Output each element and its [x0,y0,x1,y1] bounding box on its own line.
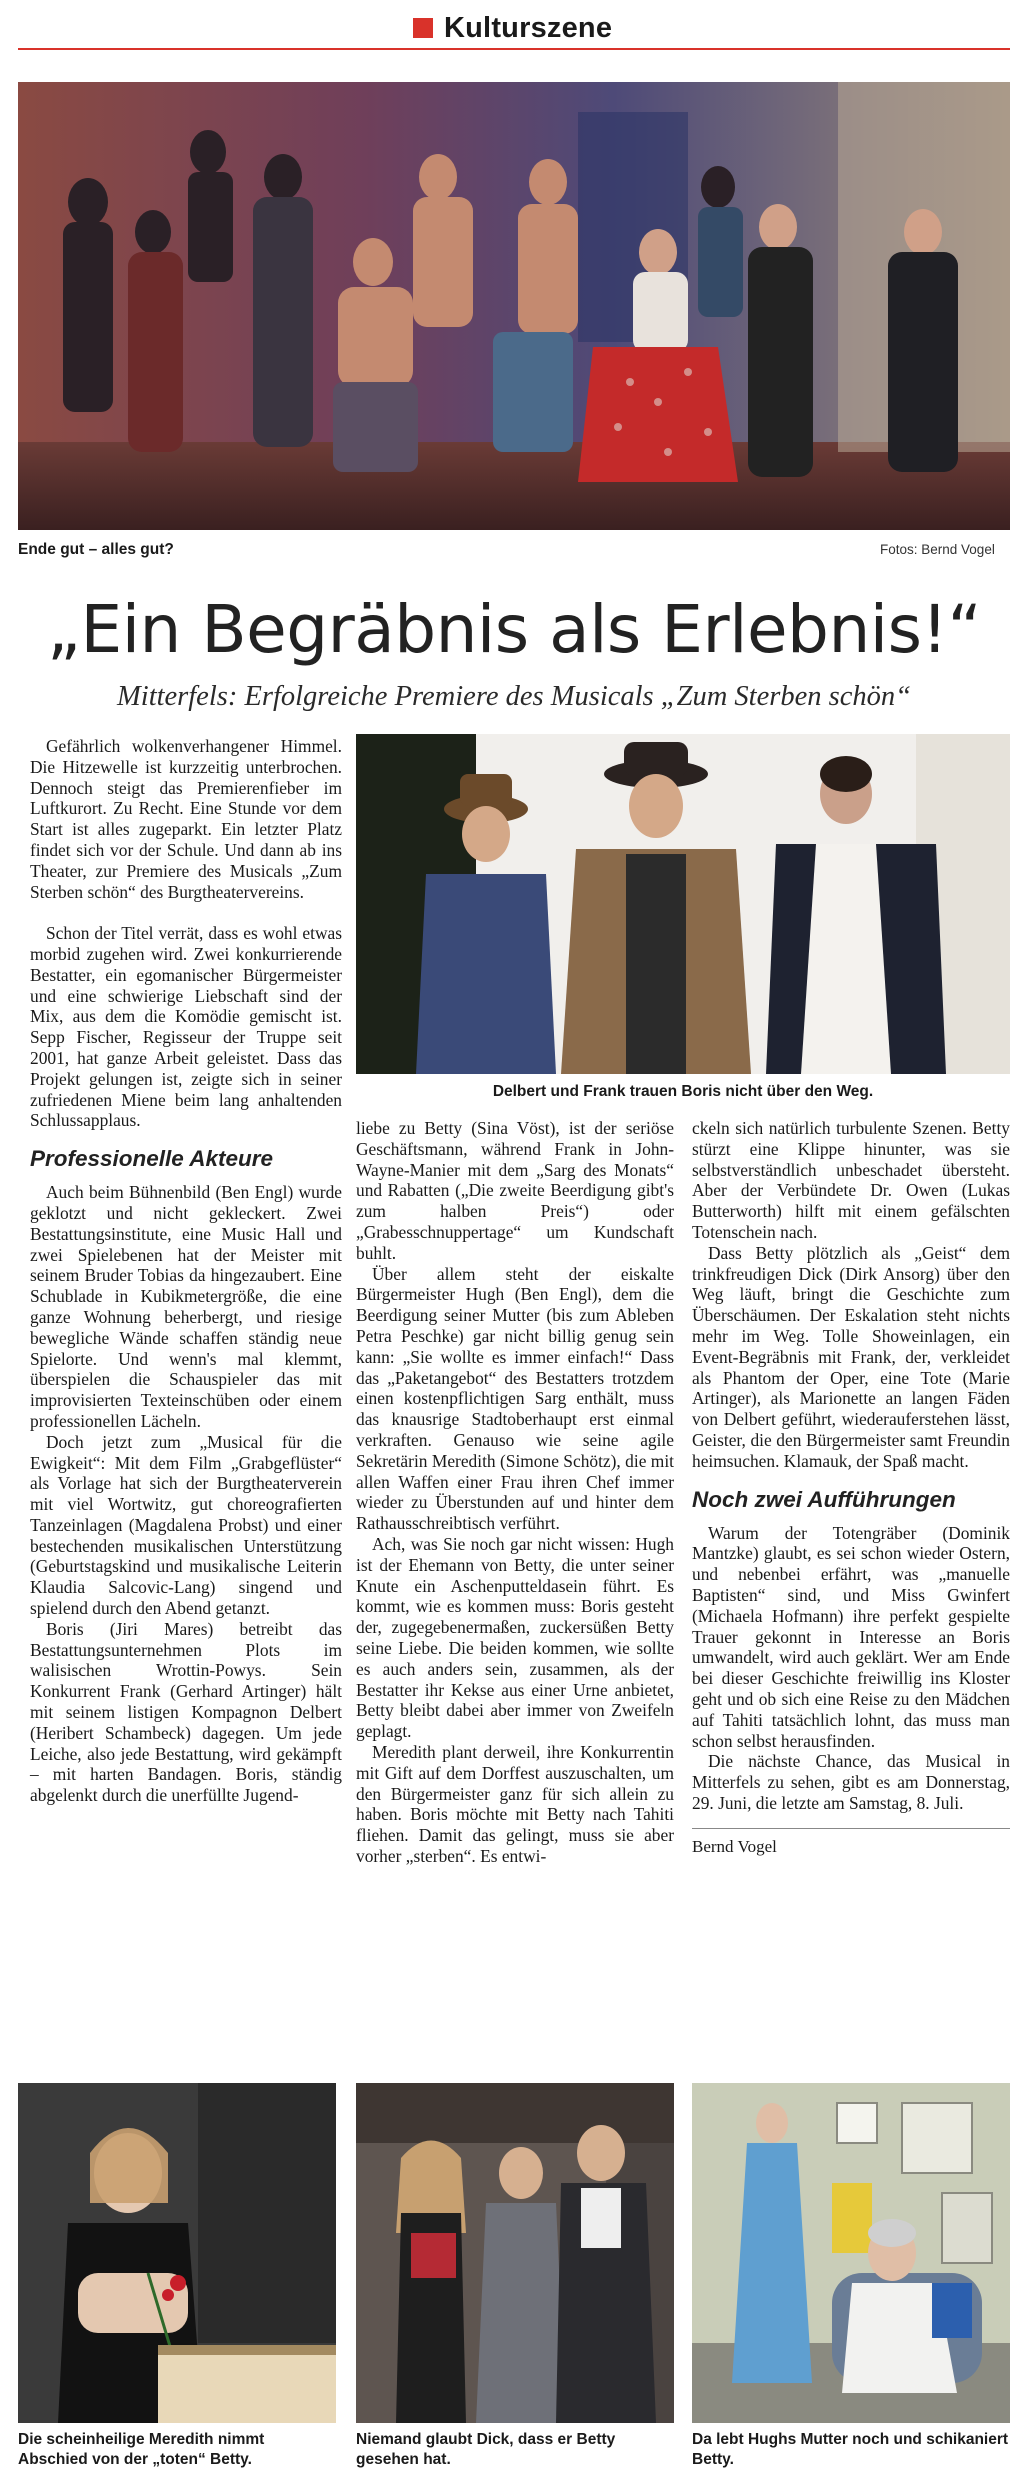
photo-dick-caption: Niemand glaubt Dick, dass er Betty gesehen hat. [356,2431,616,2468]
rubric-marker [413,18,433,38]
photo-meredith-image [18,2083,336,2423]
paragraph: Auch beim Bühnenbild (Ben Engl) wurde geklotzt und nicht gekleckert. Zwei Bestattungsinstitute, eine Music Hall und zwei Spielebenen hat der Meister mit seinem Bruder Tobias da hingezaubert. Eine Schublade in Kubikmetergröße, die eine ganze Wohnung beherbergt, und riesige bewegliche Wände schaffen ständig neue Spielorte. Und wenn's mal klemmt, überspielen die Schauspieler das mit improvisierten Texteinschüben oder einem professionellen Lächeln. [30,1182,342,1431]
paragraph: Dass Betty plötzlich als „Geist“ dem trinkfreudigen Dick (Dirk Ansorg) über den Weg läuft, bringt die Geschichte zum Überschäumen. Der Eskalation steht nichts mehr im Weg. Tolle Showeinlagen, ein Event-Begräbnis mit Frank, der, verkleidet als Phantom der Oper, eine Tote (Marie Artinger), als Marionette an langen Fäden von Delbert geführt, wiederauferstehen lässt, Geister, die den Bürgermeister samt Freundin heimsuchen. Klamauk, der Spaß macht. [692,1242,1010,1471]
photo-hughs-mother-caption: Da lebt Hughs Mutter noch und schikaniert Betty. [692,2431,1009,2468]
photo-meredith [18,2083,336,2423]
subheading: Professionelle Akteure [30,1146,274,1172]
paragraph: Über allem steht der eiskalte Bürgermeister Hugh (Ben Engl), dem die Beerdigung seiner Mutter (bis zum Ableben Petra Peschke) gar nicht billig genug sein kann: „Sie wollte es immer einfach!“ Dass das „Paketangebot“ des Bestatters trotzdem einen kostenpflichtigen Sarg enthält, muss das knausrige Stadtoberhaupt erst einmal verkraften. Genauso wie seine agile Sekretärin Meredith (Simone Schötz), die mit allen Waffen einer Frau ihren Chef immer wieder zu Überstunden auf und hinter dem Rathausschreibtisch verführt. [356,1263,674,1534]
article-subline: Mitterfels: Erfolgreiche Premiere des Musicals „Zum Sterben schön“ [117,681,911,712]
photo-dick [356,2083,674,2423]
subheading: Noch zwei Aufführungen [692,1486,956,1512]
article-column-2 [356,1118,674,1867]
header-rule [18,48,1010,50]
photo-ensemble-caption: Ende gut – alles gut? [18,541,174,558]
section-header [0,0,1028,56]
paragraph: Gefährlich wolkenverhangener Himmel. Die Hitzewelle ist kurzzeitig unterbrochen. Dennoch steigt das Premierenfieber im Luftkurort. Zu Recht. Eine Stunde vor dem Start ist alles zugeparkt. Ein letzter Platz findet sich vor der Schule. Und dann ab ins Theater, zur Premiere des Musicals „Zum Sterben schön“ des Burgtheatervereins. [30,736,342,902]
photo-credit: Fotos: Bernd Vogel [880,542,995,557]
photo-dick-image [356,2083,674,2423]
photo-ensemble-image [18,82,1010,530]
photo-ensemble [18,82,1010,530]
article-column-1 [30,736,342,1806]
rubric-title: Kulturszene [444,12,613,44]
photo-delbert-caption: Delbert und Frank trauen Boris nicht über den Weg. [492,1083,874,1100]
paragraph: Ach, was Sie noch gar nicht wissen: Hugh ist der Ehemann von Betty, die unter seiner Knute ein Aschenputteldasein führt. Es kommt, wie es kommen muss: Boris gesteht der, zugegebenermaßen, zuckersüßen Betty seine Liebe. Die beiden kommen, wie sollte es auch anders sein, zusammen, als der Bestatter ihr Kekse aus einer Urne anbietet, Betty bleibt dabei aber immer von Zweifeln geplagt. [356,1533,674,1742]
article-author: Bernd Vogel [692,1828,1010,1858]
article-headline: „Ein Begräbnis als Erlebnis!“ [46,591,982,668]
photo-delbert-frank-boris-image [356,734,1010,1074]
paragraph: liebe zu Betty (Sina Vöst), ist der seriöse Geschäftsmann, während Frank in John-Wayne-Manier mit dem „Sarg des Monats“ und Rabatten („Die zweite Beerdigung gibt's zum halben Preis“) oder „Grabesschnuppertage“ um Kundschaft buhlt. [356,1118,674,1263]
photo-meredith-caption: Die scheinheilige Meredith nimmt Abschied von der „toten“ Betty. [18,2431,265,2468]
paragraph: Warum der Totengräber (Dominik Mantzke) glaubt, es sei schon wieder Ostern, und nebenbei erfährt, was „manuelle Baptisten“ sind, und Miss Gwinfert (Michaela Hofmann) ihre perfekt gespielte Trauer gekonnt in Interesse an Boris umwandelt, wird auch geklärt. Wer am Ende bei dieser Geschichte freiwillig ins Kloster geht und ob sich eine Reise zu den Mädchen auf Tahiti tatsächlich lohnt, das muss man schon selbst herausfinden. [692,1522,1010,1751]
paragraph: Die nächste Chance, das Musical in Mitterfels zu sehen, gibt es am Donnerstag, 29. Juni, die letzte am Samstag, 8. Juli. [692,1751,1010,1813]
paragraph: Schon der Titel verrät, dass es wohl etwas morbid zugehen wird. Zwei konkurrierende Bestatter, ein egomanischer Bürgermeister und eine schwierige Liebschaft sind der Mix, aus dem die Komödie gemischt ist. Sepp Fischer, Regisseur der Truppe seit 2001, hat ganze Arbeit geleistet. Dass das Projekt gelungen ist, zeigte sich in seiner zufriedenen Miene beim lang anhaltenden Schlussapplaus. [30,923,342,1131]
paragraph: ckeln sich natürlich turbulente Szenen. Betty stürzt eine Klippe hinunter, was sie selbstverständlich unbeschadet übersteht. Aber der Verbündete Dr. Owen (Lukas Butterworth) hilft mit einem gefälschten Totenschein nach. [692,1118,1010,1242]
photo-hughs-mother [692,2083,1010,2423]
paragraph: Doch jetzt zum „Musical für die Ewigkeit“: Mit dem Film „Grabgeflüster“ als Vorlage hat sich der Burgtheaterverein mit viel Wortwitz, gut choreografierten Tanzeinlagen (Magdalena Probst) und einer bestechenden musikalischen Unterstützung (Geburtstagskind und musikalische Leiterin Klaudia Salcovic-Lang) singend und spielend durch den Abend getanzt. [30,1431,342,1619]
paragraph: Meredith plant derweil, ihre Konkurrentin mit Gift auf dem Dorffest auszuschalten, um den Bürgermeister ganz für sich allein zu haben. Boris möchte mit Betty nach Tahiti fliehen. Damit das gelingt, muss sie aber vorher „sterben“. Es entwi- [356,1741,674,1866]
paragraph: Boris (Jiri Mares) betreibt das Bestattungsunternehmen Plots im walisischen Wrottin-Powys. Sein Konkurrent Frank (Gerhard Artinger) hält mit seinem listigen Kompagnon Delbert (Heribert Schambeck) dagegen. Um jede Leiche, also jede Bestattung, wird gekämpft – mit harten Bandagen. Boris, ständig abgelenkt durch die unerfüllte Jugend- [30,1618,342,1806]
photo-hughs-mother-image [692,2083,1010,2423]
article-column-3 [692,1118,1010,1858]
photo-delbert-frank-boris [356,734,1010,1074]
